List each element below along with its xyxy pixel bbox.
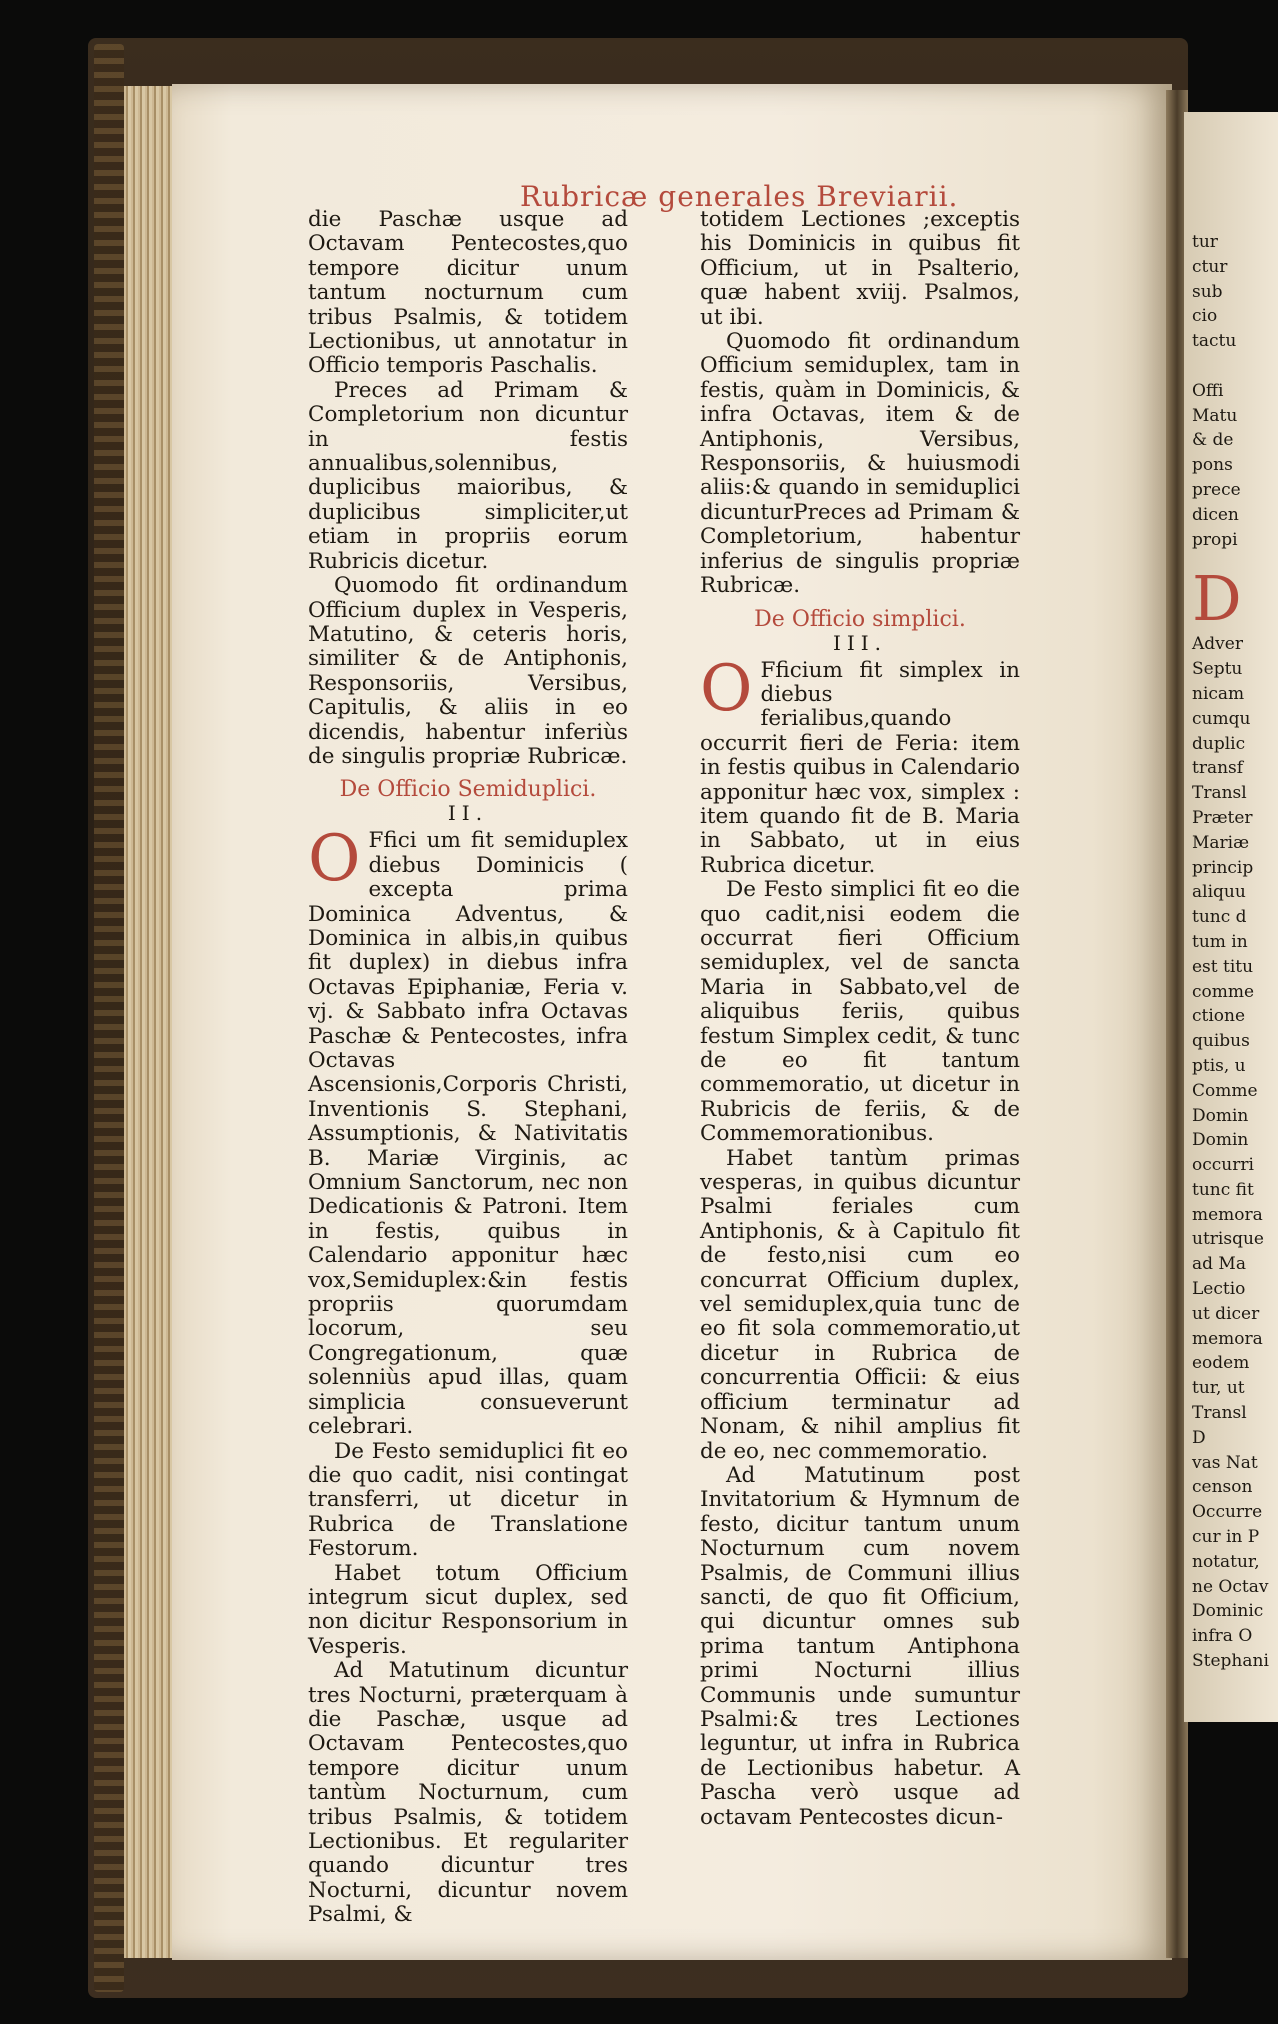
paragraph: Habet tantùm primas vesperas, in quibus dicuntur Psalmi feriales cum Antiphonis, & à Capitulo fit de festo,nisi cum eo concurrat Officium duplex, vel semiduplex,quia tunc de eo fit sola commemoratio,ut dicetur in Rubrica de concurrentia Officii: & eius officium terminatur ad Nonam, & nihil amplius fit de eo, nec commemoratio. <box>700 1145 1020 1464</box>
facing-page-line: ctur <box>1192 256 1228 277</box>
facing-page-line: Occurre <box>1192 1502 1263 1523</box>
facing-page-line: Transl <box>1192 783 1247 804</box>
facing-page-line: Domin <box>1192 1105 1249 1126</box>
facing-page-line: est titu <box>1192 956 1254 977</box>
facing-page-line: tunc fit <box>1192 1179 1254 1200</box>
paragraph: Ad Matutinum dicuntur tres Nocturni, præterquam à die Paschæ, usque ad Octavam Pentecostes,quo tempore dicitur unum tantùm Nocturnum, cum tribus Psalmis, & totidem Lectionibus. Et regulariter quando dicuntur tres Nocturni, dicuntur novem Psalmi, & <box>308 1658 628 1928</box>
facing-page-line: Septu <box>1192 659 1243 680</box>
facing-page-line: Mariæ <box>1192 832 1250 853</box>
paragraph: totidem Lectiones ;exceptis his Dominicis in quibus fit Officium, ut in Psalterio, quæ habent xviij. Psalmos, ut ibi. <box>700 207 1020 330</box>
facing-page-line: quibus <box>1192 1031 1250 1052</box>
facing-page-line: transf <box>1192 758 1244 779</box>
paragraph: Quomodo fit ordinandum Officium duplex in Vesperis, Matutino, & ceteris horis, similiter & de Antiphonis, Responsoriis, Versibus, Capitulis, & aliis in eo dicendis, habentur inferiùs de singulis propriæ Rubricæ. <box>308 573 628 769</box>
facing-page <box>1184 112 1278 1722</box>
paragraph <box>700 651 1020 879</box>
facing-page-line: tur <box>1192 232 1218 252</box>
facing-page-line: comme <box>1192 981 1255 1002</box>
facing-page-line: memora <box>1192 1328 1263 1349</box>
section-numeral: II. <box>447 801 489 826</box>
facing-page-line: Adver <box>1192 634 1243 655</box>
facing-page-line: notatur, <box>1192 1551 1260 1572</box>
paragraph: De Festo simplici fit eo die quo cadit,nisi eodem die occurrat fieri Officium semiduplex, vel de sancta Maria in Sabbato,vel de aliquibus feriis, quibus festum Simplex cedit, & tunc de eo fit tantum commemoratio, ut dicetur in Rubricis de feriis, & de Commemorationibus. <box>700 877 1020 1147</box>
facing-page-line: dicen <box>1192 504 1239 525</box>
facing-page-line: Comme <box>1192 1080 1258 1101</box>
facing-page-line: cumqu <box>1192 708 1251 729</box>
facing-page-line: censon <box>1192 1477 1253 1498</box>
paragraph: Ad Matutinum post Invitatorium & Hymnum de festo, dicitur tantum unum Nocturnum cum novem Psalmis, de Communi illius sancti, de quo fit Officium, qui dicuntur omnes sub prima tantum Antiphona primi Nocturni illius Communis unde sumuntur Psalmi:& tres Lectiones leguntur, ut infra in Rubrica de Lectionibus habetur. A Pascha verò usque ad octavam Pentecostes dicun- <box>700 1462 1020 1830</box>
paragraph: die Paschæ usque ad Octavam Pentecostes,quo tempore dicitur unum tantum nocturnum cum tribus Psalmis, & totidem Lectionibus, ut annotatur in Officio temporis Paschalis. <box>308 207 628 379</box>
facing-page-line: Domin <box>1192 1130 1249 1151</box>
facing-page-line: pons <box>1192 455 1233 476</box>
facing-page-line: D <box>1192 1427 1206 1448</box>
paragraph-text: Fficium fit simplex in diebus ferialibus,quando occurrit fieri de Feria: item in festis quibus in Calendario apponitur hæc vox, simplex : item quando fit de B. Maria in Sabbato, ut in eius Rubrica dicetur. <box>700 657 1020 878</box>
facing-page-line: aliquu <box>1192 882 1246 903</box>
facing-page-line: Matu <box>1192 405 1238 426</box>
facing-page-line: infra O <box>1192 1626 1253 1647</box>
section-numeral: III. <box>832 630 888 655</box>
page-edges <box>124 86 176 1958</box>
drop-cap: O <box>308 822 361 897</box>
facing-page-line: ut dicer <box>1192 1303 1260 1324</box>
paragraph <box>308 822 628 1440</box>
facing-page-line: Transl <box>1192 1403 1247 1424</box>
paragraph: Quomodo fit ordinandum Officium semiduplex, tam in festis, quàm in Dominicis, & infra Octavas, item & de Antiphonis, Versibus, Responsoriis, & huiusmodi aliis:& quando in semiduplici dicunturPreces ad Primam & Completorium, habentur inferius de singulis propriæ Rubricæ. <box>700 329 1020 599</box>
facing-page-line: nicam <box>1192 683 1245 704</box>
facing-page-line: ad Ma <box>1192 1254 1246 1275</box>
facing-page-line: ptis, u <box>1192 1055 1246 1076</box>
section-heading: De Officio simplici. <box>754 606 966 632</box>
facing-page-line: ctione <box>1192 1006 1246 1027</box>
left-column <box>308 208 628 1928</box>
right-column <box>700 208 1020 1830</box>
binding-tooling <box>94 44 124 1992</box>
facing-page-line: eodem <box>1192 1353 1250 1374</box>
facing-page-line: prece <box>1192 479 1241 500</box>
facing-page-line: sub <box>1192 281 1223 302</box>
facing-page-text <box>1192 230 1269 1674</box>
facing-page-line <box>1192 354 1269 379</box>
facing-page-line: Lectio <box>1192 1279 1246 1300</box>
paragraph: De Festo semiduplici fit eo die quo cadit, nisi contingat transferri, ut dicetur in Rubrica de Translatione Festorum. <box>308 1438 628 1562</box>
facing-drop-cap: D <box>1192 562 1242 636</box>
paragraph: Habet totum Officium integrum sicut duplex, sed non dicitur Responsorium in Vesperis. <box>308 1560 628 1659</box>
facing-page-line: vas Nat <box>1192 1452 1258 1473</box>
facing-page-line: cio <box>1192 306 1218 327</box>
paragraph: Preces ad Primam & Completorium non dicuntur in festis annualibus,solennibus, duplicibus maioribus, & duplicibus simpliciter,ut etiam in propriis eorum Rubricis dicetur. <box>308 377 628 574</box>
section-heading: De Officio Semiduplici. <box>339 777 597 803</box>
facing-page-line: & de <box>1192 430 1234 451</box>
facing-page-line: tactu <box>1192 331 1237 352</box>
facing-page-line: memora <box>1192 1204 1263 1225</box>
facing-page-line: tunc d <box>1192 907 1247 928</box>
facing-page-line: occurri <box>1192 1155 1254 1176</box>
facing-page-line: tum in <box>1192 931 1248 952</box>
facing-page-line: Præter <box>1192 807 1253 828</box>
facing-page-line: propi <box>1192 529 1238 550</box>
facing-page-line: Stephani <box>1192 1651 1269 1672</box>
running-head: Rubricæ generales Breviarii. <box>520 180 959 213</box>
facing-page-line: Offi <box>1192 380 1224 401</box>
facing-page-line: ne Octav <box>1192 1576 1269 1597</box>
facing-page-line: tur, ut <box>1192 1378 1245 1399</box>
facing-page-line: cur in P <box>1192 1527 1260 1548</box>
paragraph-text: Ffici um fit semiduplex diebus Dominicis ( excepta prima Dominica Adventus, & Dominica in albis,in quibus fit duplex) in diebus infra Octavas Epiphaniæ, Feria v. vj. & Sabbato infra Octavas Paschæ & Pentecostes, infra Octavas Ascensionis,Corporis Christi, Inventionis S. Stephani, Assumptionis, & Nativitatis B. Mariæ Virginis, ac Omnium Sanctorum, nec non Dedicationis & Patroni. Item in festis, quibus in Calendario apponitur hæc vox,Semiduplex:&in festis propriis quorumdam locorum, seu Congregationum, quæ solenniùs apud illas, quam simplicia consueverunt celebrari. <box>308 828 628 1440</box>
facing-page-line: princip <box>1192 857 1254 878</box>
drop-cap: O <box>700 651 753 726</box>
facing-page-line: Dominic <box>1192 1601 1264 1622</box>
facing-page-line: duplic <box>1192 733 1246 754</box>
facing-page-line: utrisque <box>1192 1229 1264 1250</box>
